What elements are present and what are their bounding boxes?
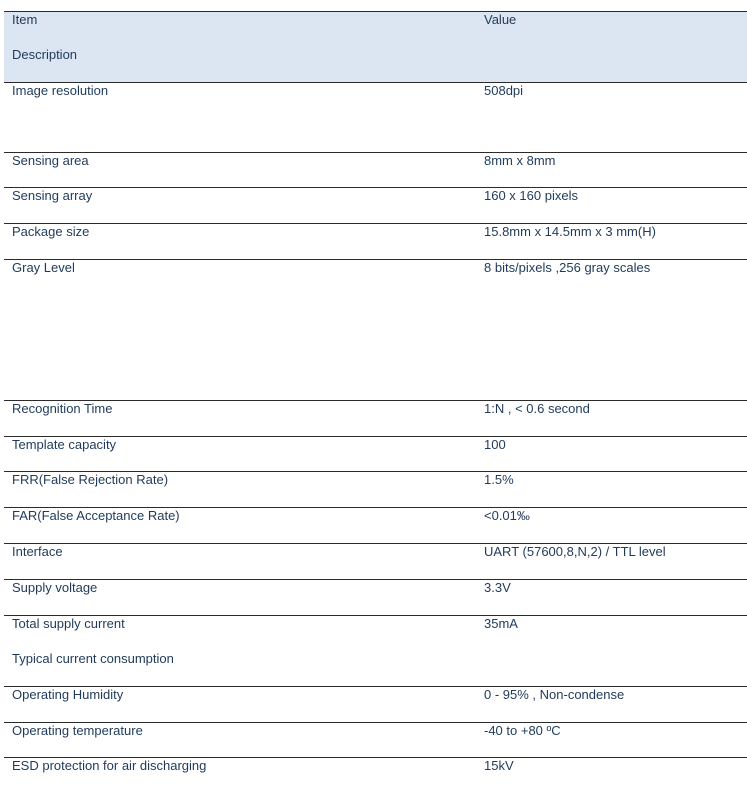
row-item: Sensing area: [12, 153, 89, 168]
row-value: 100: [484, 437, 506, 452]
header-value-label: Value: [484, 12, 517, 27]
table-row: [4, 616, 747, 687]
table-row: [4, 224, 747, 260]
table-row: [4, 723, 747, 758]
row-item: Operating Humidity: [12, 687, 124, 702]
spec-table: [4, 11, 747, 794]
table-row: [4, 508, 747, 544]
row-item: Package size: [12, 224, 90, 239]
header-item-label: Item: [12, 12, 38, 27]
row-item-sublabel: Typical current consumption: [12, 651, 174, 666]
row-item: Sensing array: [12, 188, 93, 203]
row-value: 8 bits/pixels ,256 gray scales: [484, 260, 651, 275]
row-value: 1:N , < 0.6 second: [484, 401, 590, 416]
row-item: Supply voltage: [12, 580, 98, 595]
row-value: 15.8mm x 14.5mm x 3 mm(H): [484, 224, 656, 239]
row-value: 160 x 160 pixels: [484, 188, 578, 203]
table-header-row: [4, 12, 747, 83]
row-item: Gray Level: [12, 260, 75, 275]
row-item-label: Total supply current: [12, 616, 125, 631]
row-value: 8mm x 8mm: [484, 153, 556, 168]
row-value: 508dpi: [484, 83, 524, 98]
row-value: 3.3V: [484, 580, 511, 595]
header-description-label: Description: [12, 47, 78, 62]
table-row: [4, 260, 747, 401]
table-row: [4, 437, 747, 472]
table-row: [4, 401, 747, 437]
table-row: [4, 472, 747, 508]
row-item: Image resolution: [12, 83, 109, 98]
row-item: ESD protection for air discharging: [12, 758, 207, 773]
row-value: 0 - 95% , Non-condense: [484, 687, 625, 702]
row-value: 1.5%: [484, 472, 514, 487]
table-row: [4, 580, 747, 616]
table-row: [4, 188, 747, 224]
table-row: [4, 153, 747, 188]
header-item-cell: [12, 13, 77, 62]
row-item: Interface: [12, 544, 63, 559]
row-item: FRR(False Rejection Rate): [12, 472, 169, 487]
row-item: Operating temperature: [12, 723, 143, 738]
row-value: 15kV: [484, 758, 514, 773]
table-row: [4, 544, 747, 580]
table-row: [4, 687, 747, 723]
row-value: <0.01‰: [484, 508, 530, 523]
row-value: UART (57600,8,N,2) / TTL level: [484, 544, 666, 559]
row-item: FAR(False Acceptance Rate): [12, 508, 180, 523]
table-row: [4, 758, 747, 794]
row-item: Recognition Time: [12, 401, 113, 416]
row-value: 35mA: [484, 616, 518, 631]
table-row: [4, 83, 747, 153]
row-value: -40 to +80 ºC: [484, 723, 561, 738]
row-item: [12, 617, 174, 666]
row-item: Template capacity: [12, 437, 117, 452]
